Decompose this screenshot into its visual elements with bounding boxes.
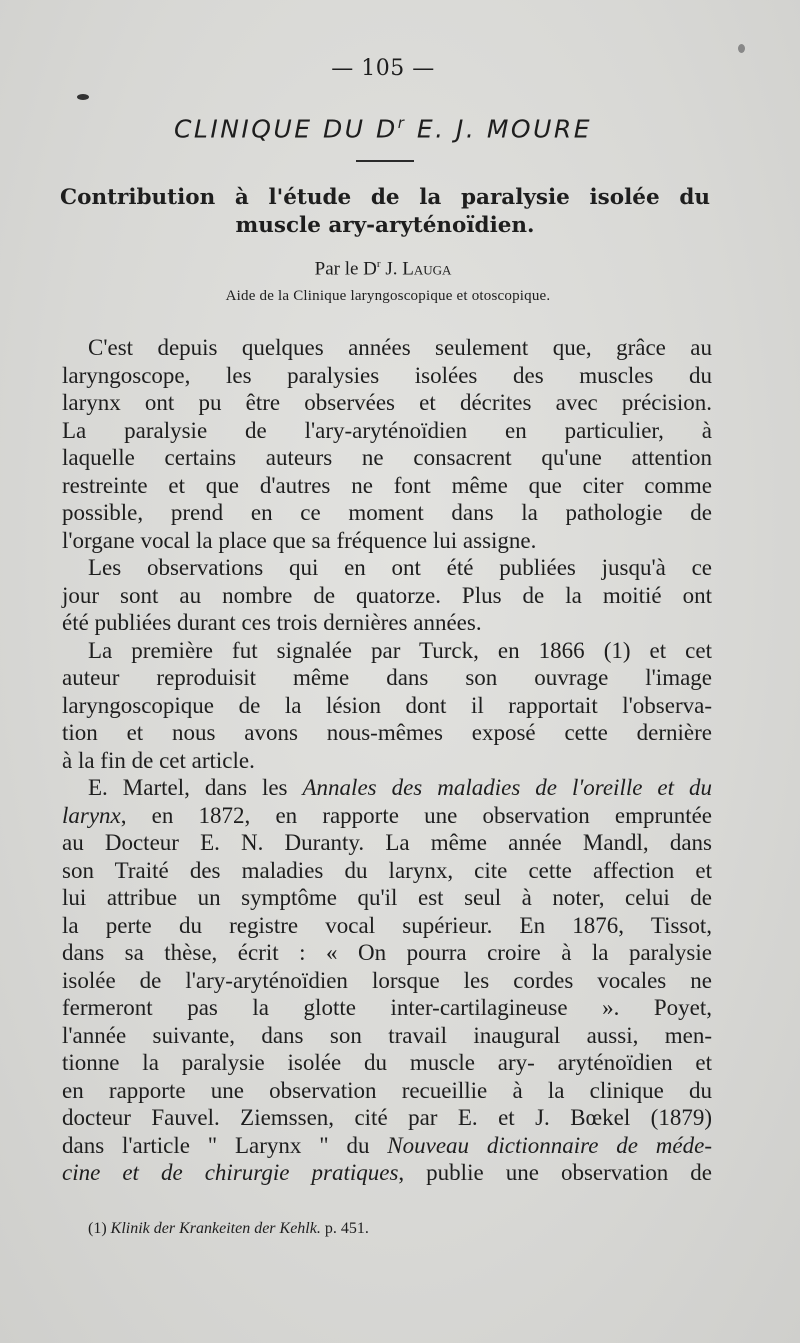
body-line-italic: Nouveau dictionnaire de méde- [387,1132,712,1158]
body-line-text: dans l'article " Larynx " du [62,1132,388,1158]
body-line-text: La première fut signalée par Turck, en 1866 (1) et cet [88,637,712,663]
body-line [62,444,712,472]
clinic-title-sup: r [397,114,407,132]
body-line [62,884,712,912]
body-line-text: Les observations qui en ont été publiées jusqu'à ce [88,555,712,580]
body-line [62,664,712,692]
body-line-text: lui attribue un symptôme qu'il est seul à noter, celui de [62,885,712,910]
body-line [62,802,712,830]
body-line [62,857,712,885]
body-line [62,1022,712,1050]
article-title [60,184,710,240]
byline-author: J. Lauga [380,258,452,280]
body-line [62,1159,712,1187]
body-line-text: laquelle certains auteurs ne consacrent qu'une attention [62,445,712,470]
body-line-text: dans sa thèse, écrit : « On pourra croire à la paralysie [62,940,712,965]
body-line [62,692,712,720]
body-line-text: , publie une observation de [398,1160,712,1185]
body-line-text: larynx ont pu être observées et décrites avec précision. [62,390,712,415]
body-line-italic: Annales des maladies de l'oreille et du [302,775,712,800]
body-line [62,994,712,1022]
body-line [62,362,712,390]
page-number: — 105 — [331,56,435,81]
body-line [62,582,712,610]
footnote [88,1220,688,1238]
body-line [62,334,712,362]
body-line [62,912,712,940]
footnote-ref: (1) [88,1220,107,1237]
clinic-title-part: CLINIQUE DU D [173,114,398,144]
body-line-text: laryngoscopique de la lésion dont il rapportait l'observa- [62,692,712,718]
body-line-text: la perte du registre vocal supérieur. En 1876, Tissot, [62,912,712,938]
article-title-line: Contribution à l'étude de la paralysie isolée du [60,185,710,210]
body-line [62,389,712,417]
body-line-text: E. Martel, dans les [88,775,303,800]
body-line [62,829,712,857]
body-line [62,417,712,445]
body-line-text: fermeront pas la glotte inter-cartilagineuse ». Poyet, [62,995,712,1020]
body-line-text: l'année suivante, dans son travail inaugural aussi, men- [62,1022,712,1048]
ink-speck [738,44,745,53]
body-line [62,472,712,500]
body-line-text: , en 1872, en rapporte une observation empruntée [120,802,712,828]
article-title-line: muscle ary-aryténoïdien. [235,213,535,238]
body-line [62,1104,712,1132]
body-line [62,719,712,747]
title-rule [356,160,414,162]
affiliation: Aide de la Clinique laryngoscopique et otoscopique. [225,288,551,304]
body-line-italic: cine et de chirurgie pratiques [62,1160,399,1185]
body-line [62,554,712,582]
body-line-text: l'organe vocal la place que sa fréquence lui assigne. [62,527,537,553]
body-text [62,334,712,1187]
body-line [62,527,712,555]
body-line [62,747,712,775]
footnote-rest: p. 451. [320,1220,369,1237]
body-line-text: isolée de l'ary-aryténoïdien lorsque les cordes vocales ne [62,967,712,993]
body-line [62,637,712,665]
body-line-text: restreinte et que d'autres ne font même que citer comme [62,472,712,498]
body-line-text: à la fin de cet article. [62,747,255,773]
body-line-text: C'est depuis quelques années seulement que, grâce au [88,335,712,360]
body-line [62,967,712,995]
byline [0,258,766,280]
footnote-source: Klinik der Krankeiten der Kehlk. [110,1220,321,1237]
body-line-text: son Traité des maladies du larynx, cite cette affection et [62,857,712,883]
body-line-text: au Docteur E. N. Duranty. La même année Mandl, dans [62,830,712,855]
body-line-text: possible, prend en ce moment dans la pathologie de [62,500,712,525]
body-line [62,499,712,527]
byline-sup: r [376,258,381,270]
ink-speck [77,94,89,100]
clinic-title-part: E. J. MOURE [406,114,593,144]
body-line-text: en rapporte une observation recueillie à la clinique du [62,1077,712,1103]
body-line-text: docteur Fauvel. Ziemssen, cité par E. et J. Bœkel (1879) [62,1105,712,1130]
body-line [62,774,712,802]
body-line-italic: larynx [62,802,121,828]
body-line [62,1132,712,1160]
body-line [62,939,712,967]
body-line-text: La paralysie de l'ary-aryténoïdien en particulier, à [62,417,712,443]
body-line-text: laryngoscope, les paralysies isolées des muscles du [62,362,712,388]
byline-prefix: Par le D [314,258,377,280]
body-line [62,1077,712,1105]
clinic-title [0,114,766,143]
body-line [62,609,712,637]
body-line [62,1049,712,1077]
body-line-text: auteur reproduisit même dans son ouvrage l'image [62,665,712,690]
body-line-text: tionne la paralysie isolée du muscle ary- aryténoïdien et [62,1050,712,1075]
body-line-text: jour sont au nombre de quatorze. Plus de la moitié ont [62,582,712,608]
body-line-text: été publiées durant ces trois dernières années. [62,610,482,635]
body-line-text: tion et nous avons nous-mêmes exposé cette dernière [62,720,712,745]
